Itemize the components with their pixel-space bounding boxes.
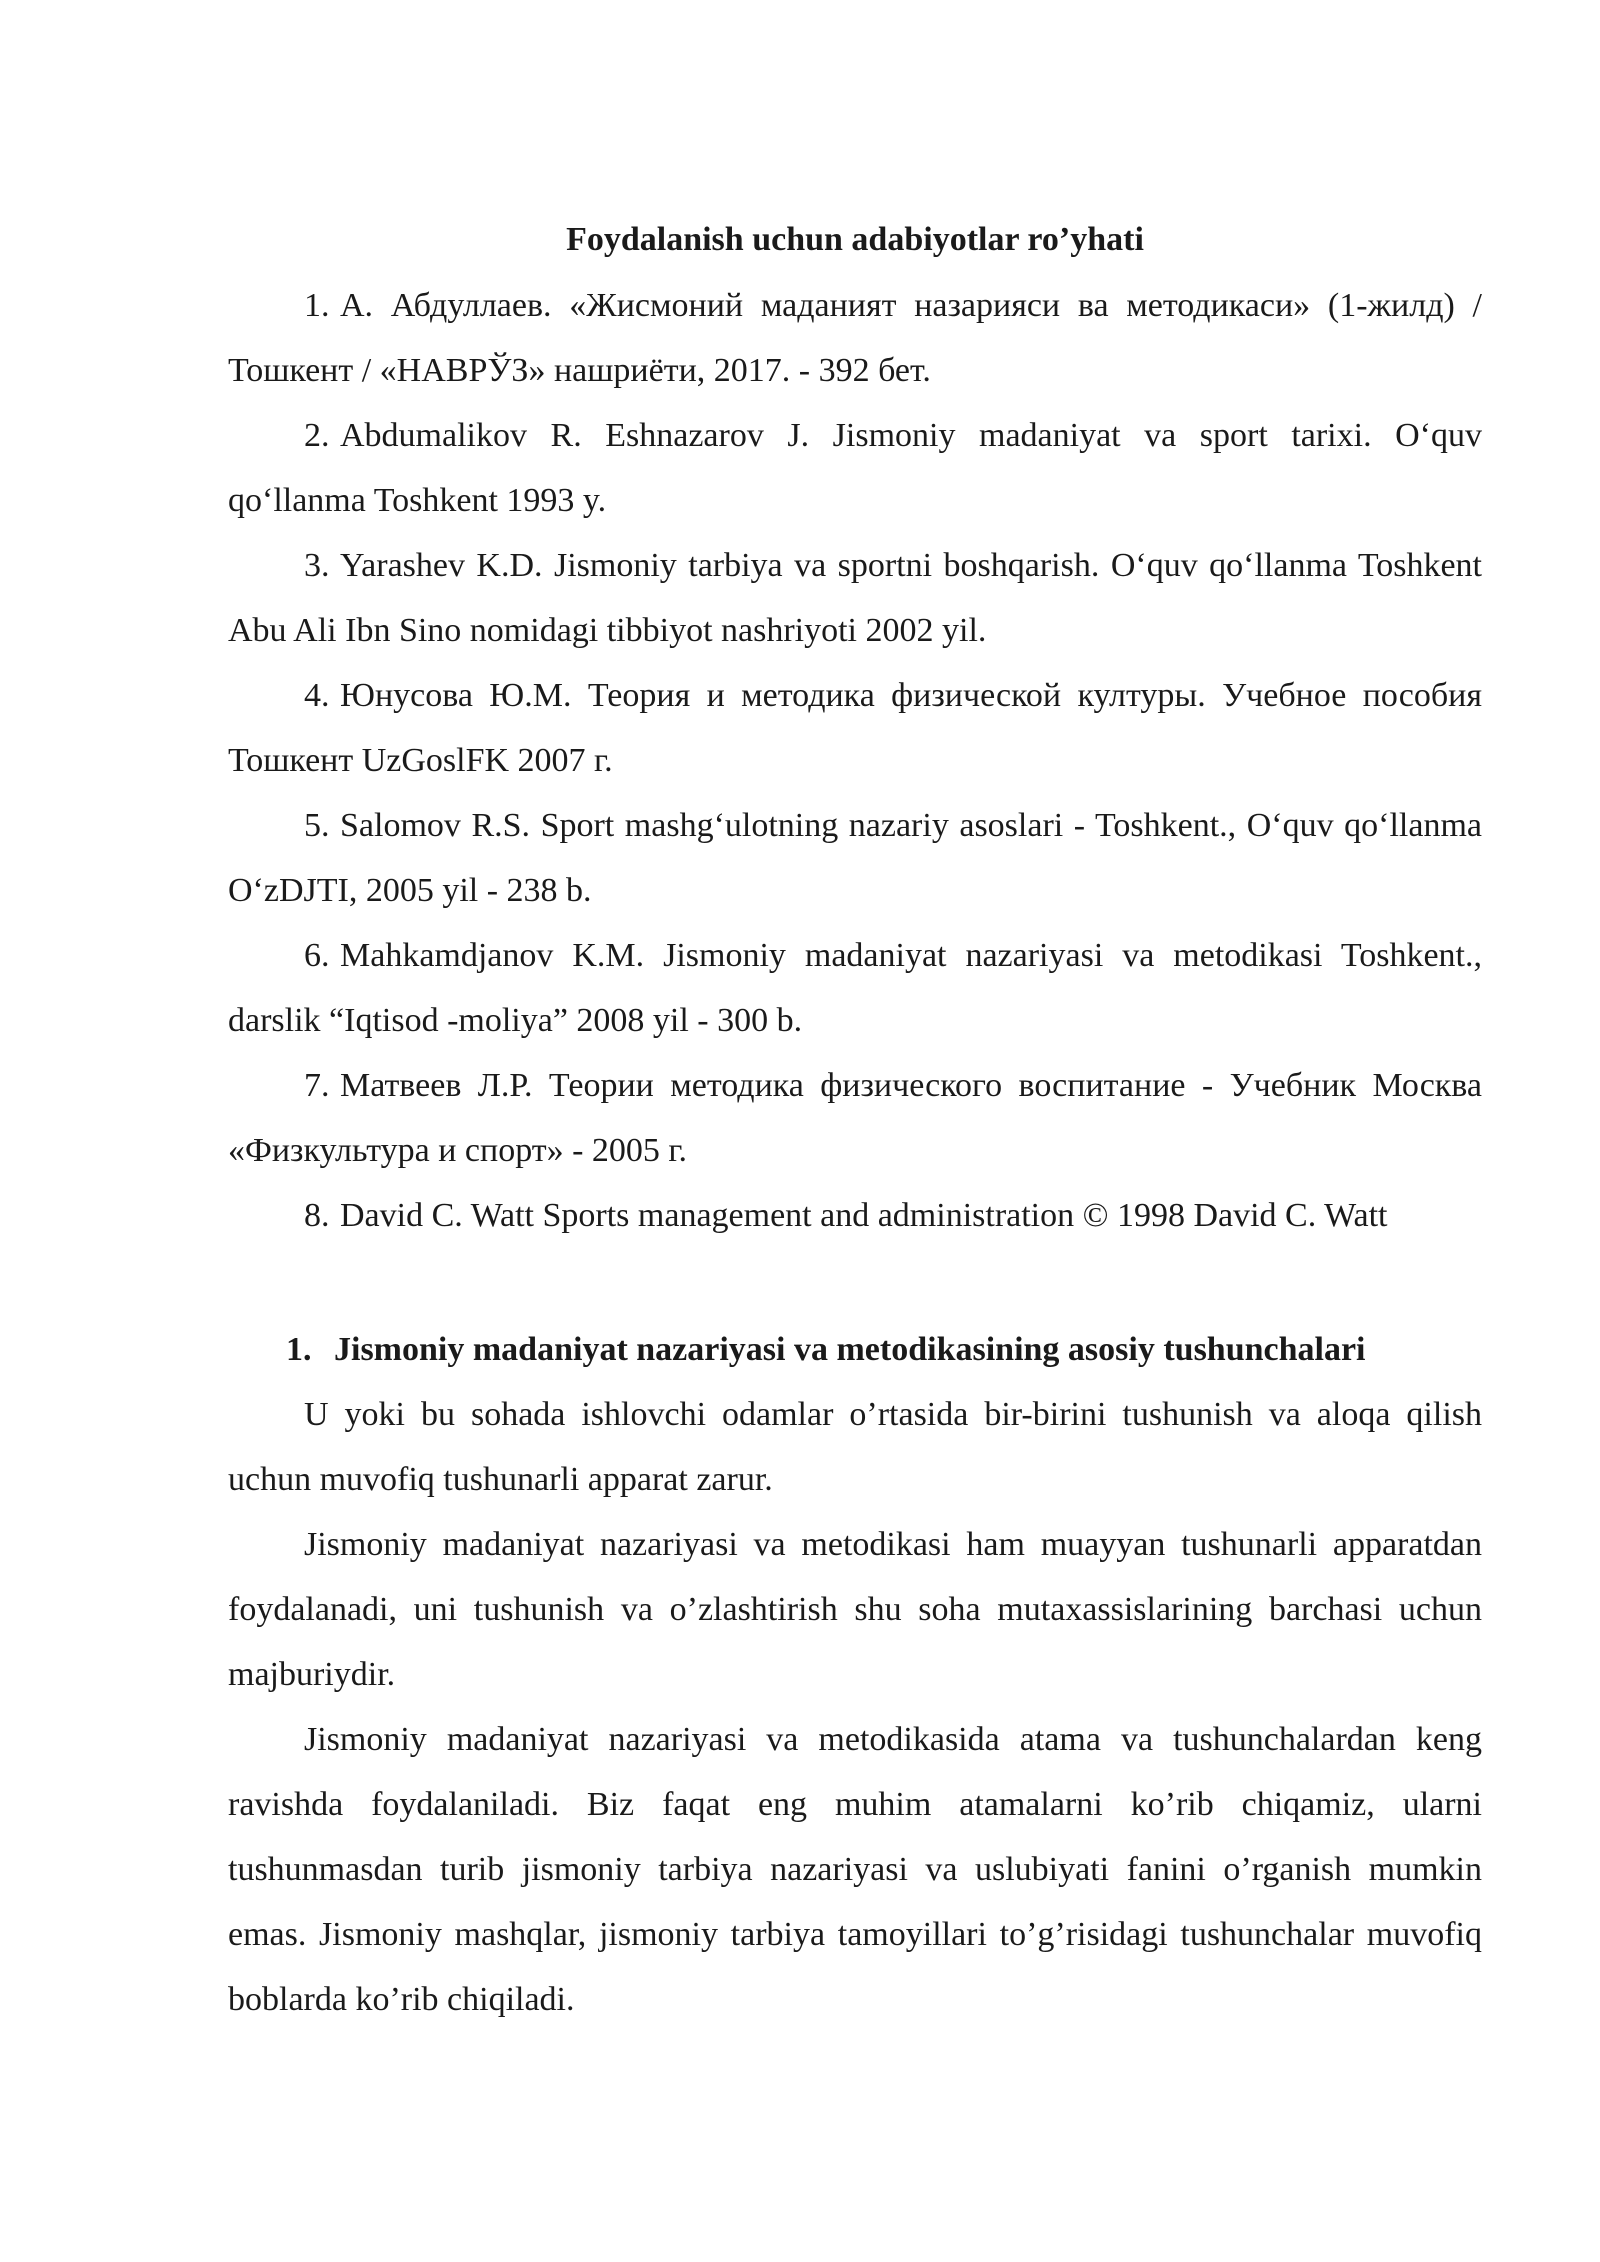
section-number: 1.: [286, 1331, 312, 1368]
reference-text: David C. Watt Sports management and administration © 1998 David C. Watt: [340, 1197, 1388, 1234]
reference-item: [228, 1183, 1482, 1248]
reference-text: Юнусова Ю.М. Теория и методика физической културы. Учебное пособия Тошкент UzGoslFK 2007 г.: [228, 677, 1482, 779]
reference-item: [228, 403, 1482, 533]
reference-item: [228, 663, 1482, 793]
section-heading: [228, 1317, 1482, 1382]
body-paragraph: Jismoniy madaniyat nazariyasi va metodikasida atama va tushunchalardan keng ravishda foydalaniladi. Biz faqat eng muhim atamalarni ko’rib chiqamiz, ularni tushunmasdan turib jismoniy tarbiya nazariyasi va uslubiyati fanini o’rganish mumkin emas. Jismoniy mashqlar, jismoniy tarbiya tamoyillari to’g’risidagi tushunchalar muvofiq boblarda ko’rib chiqiladi.: [228, 1721, 1482, 2018]
reference-item: [228, 1053, 1482, 1183]
reference-number: 7.: [304, 1067, 330, 1104]
reference-number: 4.: [304, 677, 330, 714]
reference-number: 6.: [304, 937, 330, 974]
reference-number: 1.: [304, 287, 330, 324]
section-heading-text: Jismoniy madaniyat nazariyasi va metodikasining asosiy tushunchalari: [334, 1331, 1366, 1368]
body-paragraph: U yoki bu sohada ishlovchi odamlar o’rtasida bir-birini tushunish va aloqa qilish uchun muvofiq tushunarli apparat zarur.: [228, 1396, 1482, 1498]
reference-number: 5.: [304, 807, 330, 844]
body-paragraph: Jismoniy madaniyat nazariyasi va metodikasi ham muayyan tushunarli apparatdan foydalanadi, uni tushunish va o’zlashtirish shu soha mutaxassislarining barchasi uchun majburiydir.: [228, 1526, 1482, 1693]
reference-item: [228, 273, 1482, 403]
reference-list: [228, 273, 1482, 1248]
section-spacer: [228, 1248, 1482, 1313]
reference-text: Yarashev K.D. Jismoniy tarbiya va sportni boshqarish. O‘quv qo‘llanma Toshkent Abu Ali Ibn Sino nomidagi tibbiyot nashriyoti 2002 yil.: [228, 547, 1482, 649]
reference-number: 3.: [304, 547, 330, 584]
reference-text: Abdumalikov R. Eshnazarov J. Jismoniy madaniyat va sport tarixi. O‘quv qo‘llanma Toshkent 1993 y.: [228, 417, 1482, 519]
reference-text: Матвеев Л.Р. Теории методика физического воспитание - Учебник Москва «Физкультура и спорт» - 2005 г.: [228, 1067, 1482, 1169]
reference-item: [228, 923, 1482, 1053]
reference-number: 2.: [304, 417, 330, 454]
reference-item: [228, 533, 1482, 663]
page-title: Foydalanish uchun adabiyotlar ro’yhati: [566, 221, 1144, 258]
reference-number: 8.: [304, 1197, 330, 1234]
reference-text: Salomov R.S. Sport mashg‘ulotning nazariy asoslari - Toshkent., O‘quv qo‘llanma O‘zDJTI, 2005 yil - 238 b.: [228, 807, 1482, 909]
reference-text: А. Абдуллаев. «Жисмоний маданият назарияси ва методикаси» (1-жилд) / Тошкент / «НАВРЎЗ» нашриёти, 2017. - 392 бет.: [228, 287, 1482, 389]
reference-text: Mahkamdjanov K.M. Jismoniy madaniyat nazariyasi va metodikasi Toshkent., darslik “Iqtisod -moliya” 2008 yil - 300 b.: [228, 937, 1482, 1039]
document-page: [228, 210, 1482, 2032]
reference-item: [228, 793, 1482, 923]
